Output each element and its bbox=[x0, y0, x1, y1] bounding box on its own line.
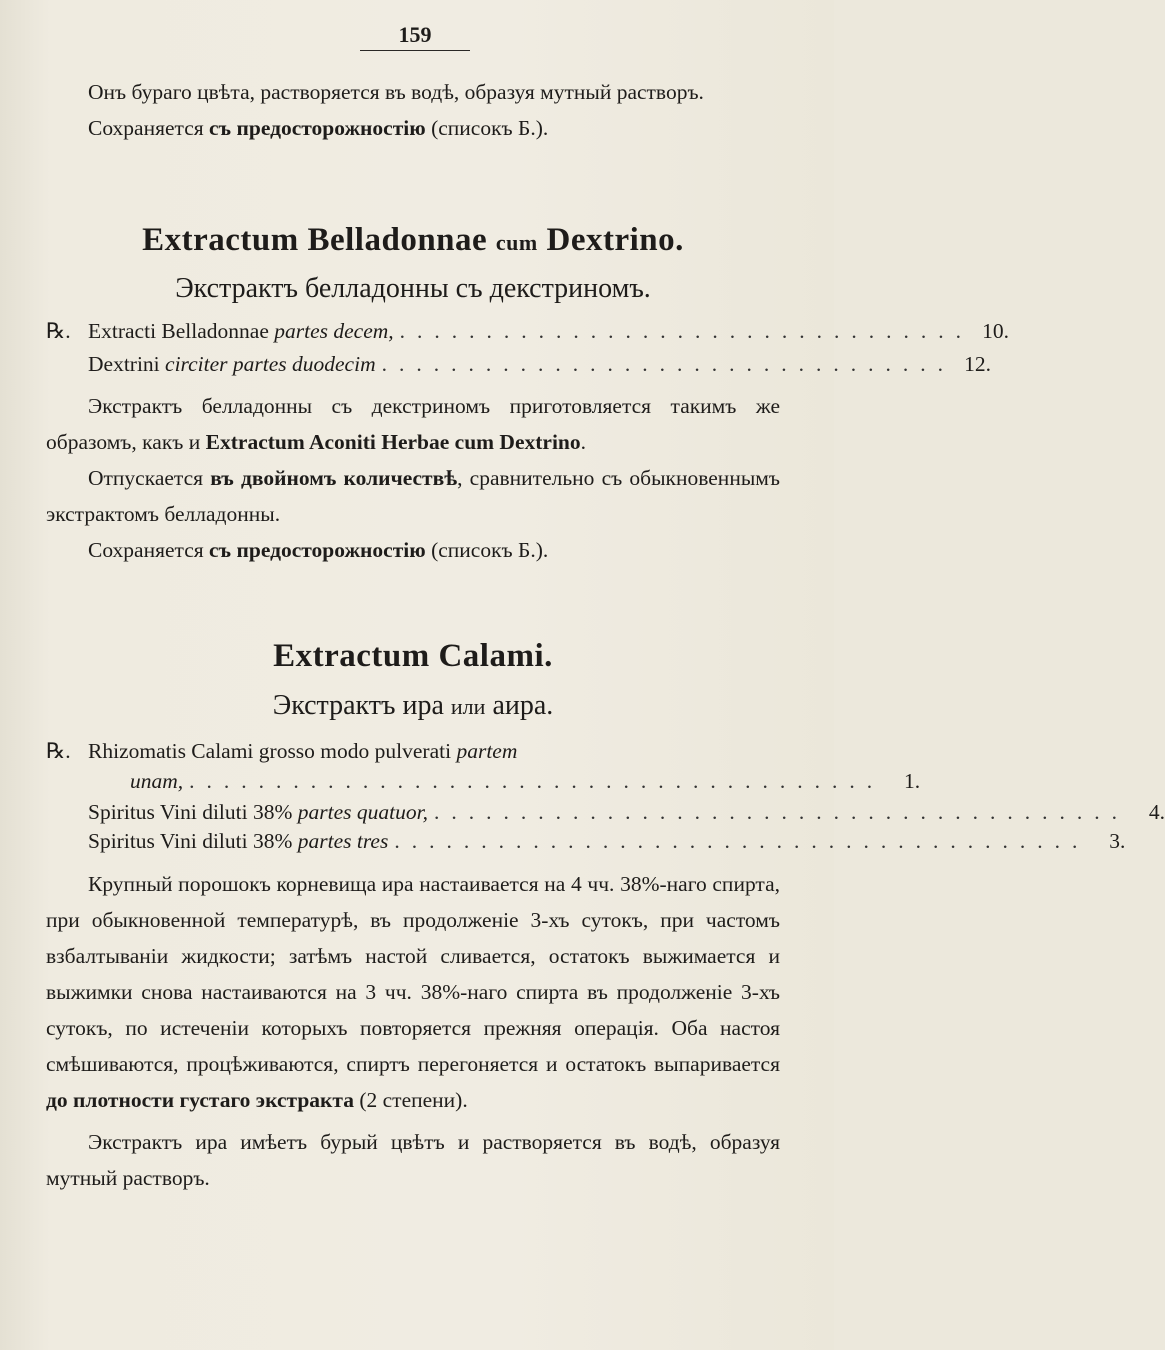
recipe-ingredient bbox=[88, 734, 517, 768]
section1-paragraph-2 bbox=[46, 460, 780, 532]
section1-latin-title bbox=[46, 222, 780, 259]
section2-recipe-line-1 bbox=[46, 734, 780, 768]
intro-block bbox=[46, 74, 780, 146]
ingredient-amount: partem bbox=[456, 739, 518, 763]
ingredient-value: 3. bbox=[1109, 829, 1126, 853]
bold-phrase: въ двойномъ количествѣ bbox=[210, 466, 458, 490]
text-span: (2 степени). bbox=[353, 1088, 468, 1112]
title-part: Экстрактъ ира bbox=[272, 690, 451, 721]
title-part-small: или bbox=[450, 694, 486, 719]
page-number-rule bbox=[360, 50, 470, 51]
title-part: аира. bbox=[485, 690, 554, 721]
page-number: 159 bbox=[398, 22, 432, 47]
section1-paragraph-3 bbox=[46, 532, 780, 568]
section2-recipe-line-4 bbox=[46, 824, 1126, 858]
ingredient-name: Spiritus Vini diluti 38% bbox=[88, 800, 293, 824]
section1-russian-title: Экстрактъ белладонны съ декстриномъ. bbox=[175, 273, 651, 304]
section1-paragraph-1 bbox=[46, 388, 780, 460]
leader-dots: ................................. bbox=[399, 319, 974, 343]
text-span: Сохраняется bbox=[88, 538, 210, 562]
recipe-ingredient bbox=[88, 347, 376, 381]
ingredient-amount: circiter partes duodecim bbox=[165, 352, 376, 376]
ingredient-name: Rhizomatis Calami grosso modo pulverati bbox=[88, 739, 452, 763]
section2-russian-title bbox=[46, 690, 780, 722]
section2-latin-title: Extractum Calami. bbox=[273, 638, 553, 674]
ingredient-amount: partes quatuor, bbox=[297, 800, 428, 824]
bold-phrase: съ предосторожностію bbox=[209, 116, 426, 140]
text-span: , сравнительно съ обыкновеннымъ экстрактомъ белладонны. bbox=[46, 466, 780, 526]
intro-paragraph-1: Онъ бураго цвѣта, растворяется въ водѣ, образуя мутный растворъ. bbox=[88, 80, 704, 104]
section2-body bbox=[46, 866, 780, 1196]
ingredient-name: Dextrini bbox=[88, 352, 160, 376]
recipe-ingredient bbox=[88, 824, 388, 858]
ingredient-name: Spiritus Vini diluti 38% bbox=[88, 829, 293, 853]
section2-paragraph-2: Экстрактъ ира имѣетъ бурый цвѣтъ и растворяется въ водѣ, образуя мутный растворъ. bbox=[46, 1130, 780, 1190]
recipe-symbol: ℞. bbox=[46, 319, 71, 343]
section2-paragraph-1 bbox=[46, 866, 780, 1118]
section1-recipe-line-2 bbox=[46, 347, 991, 381]
bold-phrase: съ предосторожностію bbox=[209, 538, 426, 562]
ingredient-value: 4. bbox=[1148, 800, 1165, 824]
text-span: (списокъ Б.). bbox=[425, 538, 549, 562]
section1-recipe-line-1 bbox=[46, 314, 1010, 348]
leader-dots: ........................................ bbox=[433, 800, 1129, 824]
text-span: Отпускается bbox=[88, 466, 211, 490]
recipe-symbol: ℞. bbox=[46, 739, 71, 763]
bold-phrase: до плотности густаго экстракта bbox=[46, 1088, 354, 1112]
ingredient-name: Extracti Belladonnae bbox=[88, 319, 269, 343]
section1-body bbox=[46, 388, 780, 568]
title-part: Extractum Belladonnae bbox=[142, 222, 496, 258]
section2-recipe-line-2 bbox=[46, 764, 921, 798]
text-span: Экстрактъ белладонны съ декстриномъ приготовляется такимъ же образомъ, какъ и bbox=[46, 394, 780, 454]
leader-dots: ........................................ bbox=[394, 829, 1090, 853]
recipe-ingredient bbox=[88, 314, 394, 348]
leader-dots: ........................................ bbox=[189, 769, 885, 793]
ingredient-value: 1. bbox=[904, 769, 921, 793]
text-span: Сохраняется bbox=[88, 116, 210, 140]
bold-phrase: Extractum Aconiti Herbae cum Dextrino bbox=[205, 430, 581, 454]
ingredient-amount: partes tres bbox=[297, 829, 389, 853]
leader-dots: ................................. bbox=[381, 352, 955, 376]
text-span: Крупный порошокъ корневища ира настаивается на 4 чч. 38%-наго спирта, при обыкновенной температурѣ, въ продолженіе 3-хъ сутокъ, при частомъ взбалтываніи жидкости; затѣмъ настой сливается, остатокъ выжимается и выжимки снова настаиваются на 3 чч. 38%-наго спирта въ продолженіе 3-хъ сутокъ, по истеченіи которыхъ повторяется прежняя операція. Оба настоя смѣшиваются, процѣживаются, спиртъ перегоняется и остатокъ выпаривается bbox=[46, 872, 780, 1076]
ingredient-value: 10. bbox=[982, 319, 1010, 343]
text-span: . bbox=[580, 430, 587, 454]
title-part: Dextrino. bbox=[537, 222, 684, 258]
recipe-ingredient bbox=[130, 764, 183, 798]
ingredient-amount: partes decem, bbox=[274, 319, 394, 343]
intro-paragraph-2 bbox=[46, 110, 780, 146]
ingredient-amount: unam, bbox=[130, 769, 184, 793]
title-part-small: cum bbox=[495, 230, 538, 255]
text-span: (списокъ Б.). bbox=[425, 116, 549, 140]
ingredient-value: 12. bbox=[964, 352, 991, 376]
